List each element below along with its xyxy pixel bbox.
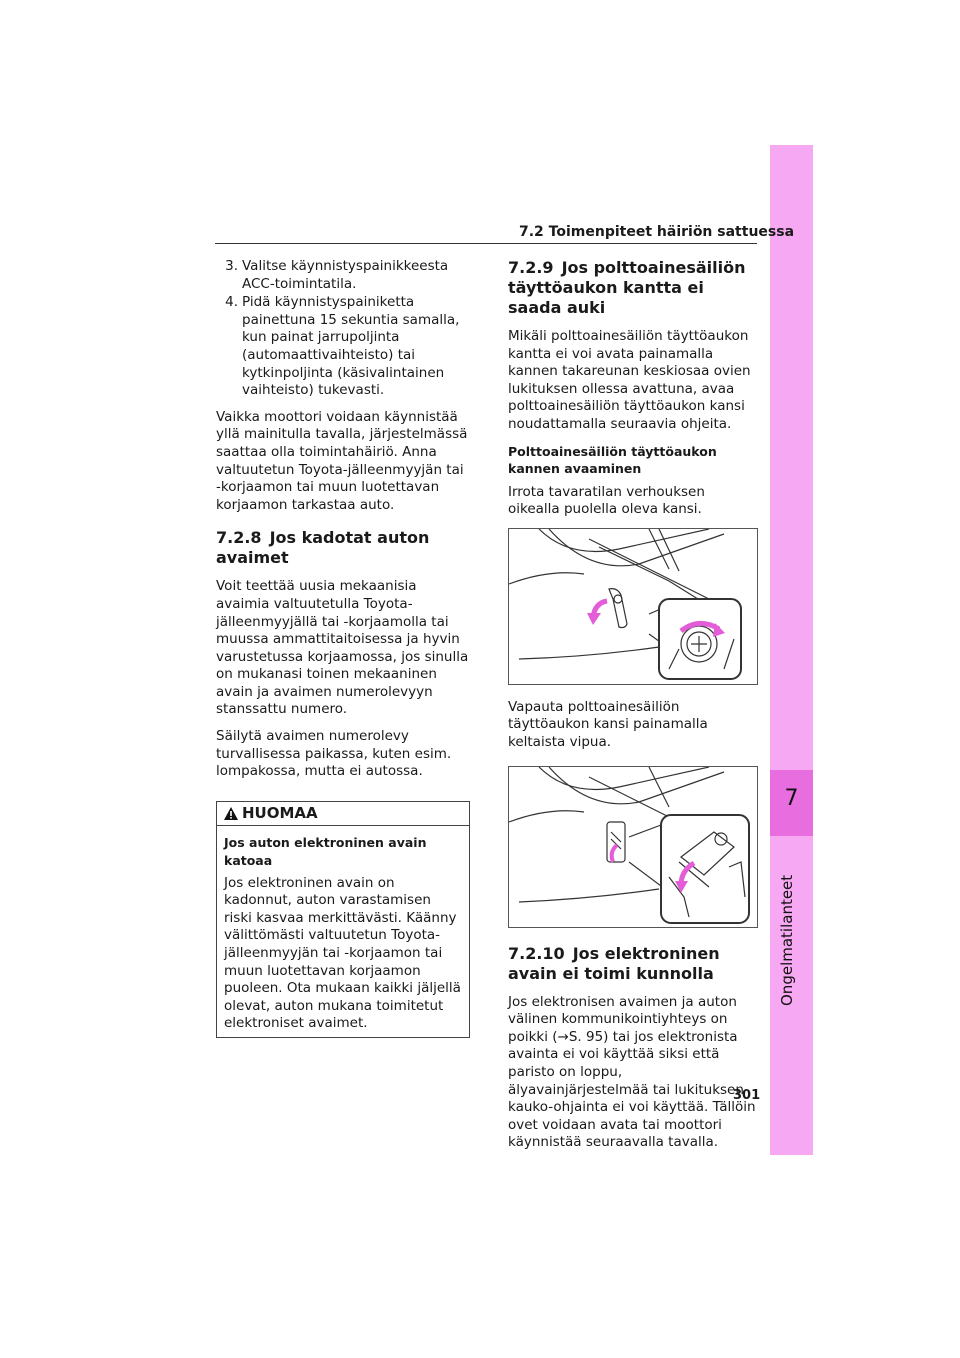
notice-title: Jos auton elektroninen avain katoaa <box>224 835 427 869</box>
list-number: 3. <box>225 258 238 274</box>
running-header: 7.2 Toimenpiteet häiriön sattuessa <box>519 224 795 240</box>
section-number: 7.2.8 <box>216 528 262 548</box>
chapter-label: Ongelmatilanteet <box>778 874 796 1006</box>
section-number: 7.2.10 <box>508 943 565 963</box>
paragraph: Säilytä avaimen numerolevy turvallisessa paikassa, kuten esim. lompakossa, mutta ei autossa. <box>216 728 452 780</box>
chapter-number: 7 <box>784 786 799 811</box>
left-column <box>216 258 470 1038</box>
section-title: Jos polttoainesäiliön täyttöaukon kantta ei saada auki <box>508 258 746 317</box>
notice-header <box>217 802 469 827</box>
list-item <box>216 294 470 400</box>
section-heading-7-2-9 <box>508 258 758 318</box>
trunk-cover-illustration <box>509 529 757 684</box>
figure-yellow-lever <box>508 766 758 928</box>
right-column <box>508 258 761 1161</box>
list-number: 4. <box>225 294 238 311</box>
paragraph: Mikäli polttoainesäiliön täyttöaukon kantta ei voi avata painamalla kannen takareunan keskiosaa ovien lukituksen ollessa avattuna, avaa polttoainesäiliön täyttöaukon kansi noudattamalla seuraavia ohjeita. <box>508 328 751 432</box>
list-item <box>216 258 470 293</box>
notice-text: Jos elektroninen avain on kadonnut, auton varastamisen riski kasvaa merkittävästi. Käänny välittömästi valtuutetun Toyota-jälleenmyyjän tai -korjaamon tai muun luotettavan korjaamon puoleen. Ota mukaan kaikki jäljellä olevat, auton mukana toimitetut elektroniset avaimet. <box>224 874 461 1032</box>
header-rule <box>215 243 757 244</box>
list-text: Valitse käynnistyspainikkeesta ACC-toimintatila. <box>242 258 449 292</box>
section-title: Jos elektroninen avain ei toimi kunnolla <box>508 943 720 983</box>
paragraph: Voit teettää uusia mekaanisia avaimia valtuutetulla Toyota-jälleenmyyjällä tai -korjaamolla tai muussa ammattitaitoisessa ja hyvin varustetussa korjaamossa, jos sinulla on mukanasi toinen mekaaninen avain ja avaimen numerolevyyn stanssattu numero. <box>216 578 469 718</box>
paragraph: Irrota tavaratilan verhouksen oikealla puolella oleva kansi. <box>508 483 705 518</box>
paragraph: Vaikka moottori voidaan käynnistää yllä mainitulla tavalla, järjestelmässä saattaa olla toimintahäiriö. Anna valtuutetun Toyota-jälleenmyyjän tai -korjaamon tai muun luotettavan korjaamon tarkastaa auto. <box>216 408 468 513</box>
warning-icon <box>223 806 239 821</box>
figure-trunk-trim-cover <box>508 528 758 685</box>
notice-label: HUOMAA <box>242 803 318 822</box>
page-number: 301 <box>733 1088 761 1103</box>
subheading: Polttoainesäiliön täyttöaukon kannen avaaminen <box>508 443 717 476</box>
yellow-lever-illustration <box>509 767 757 927</box>
section-heading-7-2-8 <box>216 528 470 568</box>
section-number: 7.2.9 <box>508 258 554 277</box>
paragraph: Vapauta polttoainesäiliön täyttöaukon kansi painamalla keltaista vipua. <box>508 698 708 750</box>
section-heading-7-2-10 <box>508 944 758 984</box>
paragraph: Jos elektronisen avaimen ja auton välinen kommunikointiyhteys on poikki (→S. 95) tai jos elektronista avainta ei voi käyttää siksi että paristo on loppu, älyavainjärjestelmää tai lukituksen kauko-ohjainta ei voi käyttää. Tällöin ovet voidaan avata tai moottori käynnistää seuraavalla tavalla. <box>508 993 756 1151</box>
notice-body <box>217 826 469 1037</box>
section-title: Jos kadotat auton avaimet <box>216 528 430 568</box>
notice-box <box>216 801 470 1038</box>
list-text: Pidä käynnistyspainiketta painettuna 15 sekuntia samalla, kun painat jarrupoljinta (automaattivaihteisto) tai kytkinpoljinta (käsivalintainen vaihteisto) tukevasti. <box>242 294 460 399</box>
